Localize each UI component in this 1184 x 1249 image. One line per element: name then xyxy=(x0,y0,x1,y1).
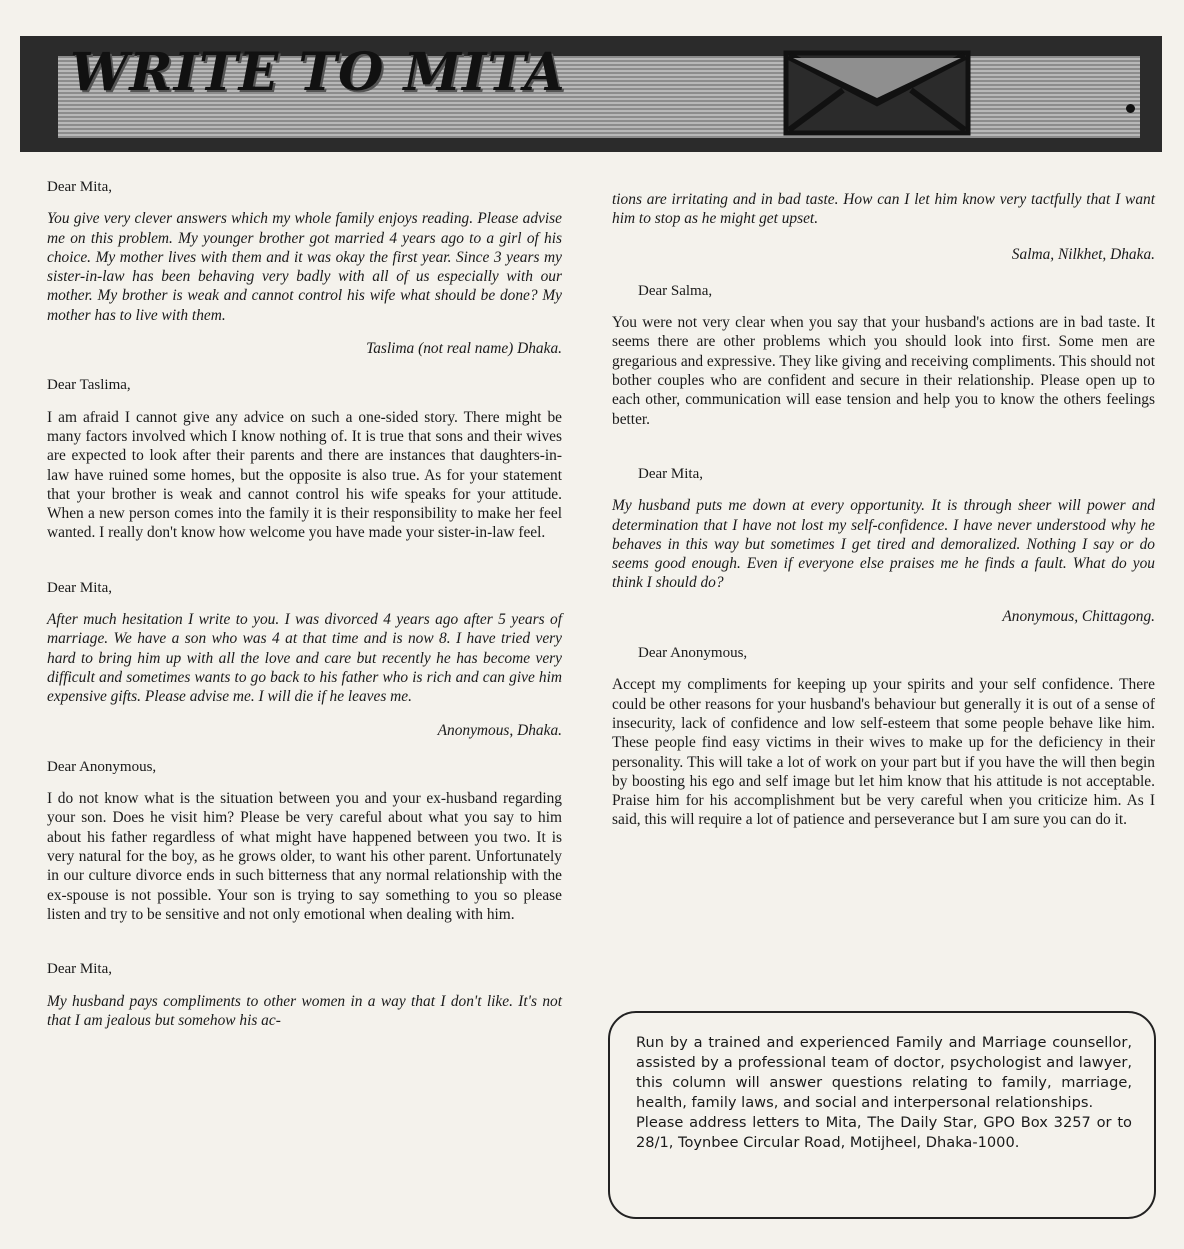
reply-body: I do not know what is the situation between you and your ex-husband regarding your son. Does he visit him? Please be very careful about what you say to him about his father regardless of what might have happened between you two. It is very natural for the boy, as he grows older, to want his other parent. Unfortunately in our culture divorce ends in such bitterness that any normal relationship with the ex-spouse is not possible. Your son is trying to say something to you so please listen and try to be sensitive and not only emotional when dealing with him. xyxy=(47,790,562,923)
letter-body-continued: tions are irritating and in bad taste. How can I let him know very tactfully that I want him to stop as he might get upset. xyxy=(612,191,1155,228)
letter-body: You give very clever answers which my whole family enjoys reading. Please advise me on this problem. My younger brother got married 4 years ago to a girl of his choice. My mother lives with them and it was okay the first year. Since 3 years my sister-in-law has been behaving very badly with all of us especially with our mother. My brother is weak and cannot control his wife what should be done? My mother has to live with them. xyxy=(47,210,562,324)
reply-salutation: Dear Taslima, xyxy=(47,377,131,394)
letter-salutation: Dear Mita, xyxy=(47,579,112,596)
reply-body: I am afraid I cannot give any advice on such a one-sided story. There might be many factors involved which I know nothing of. It is true that sons and their wives are expected to look after their parents and there are instances that daughters-in-law have ruined some homes, but the opposite is also true. As for your statement that your brother is weak and cannot control his wife speaks for your attitude. When a new person comes into the family it is their responsibility to make her feel wanted. I really don't know how welcome you have made your sister-in-law feel. xyxy=(47,408,562,542)
reply-body: Accept my compliments for keeping up your spirits and your self confidence. There could be other reasons for your husband's behaviour but generally it is out of a sense of insecurity, lack of confidence and low self-esteem that some people behave like him. These people find easy victims in their wives to make up for the deficiency in their personality. This will take a lot of work on your part but if you have the will then begin by boosting his ego and self image but let him know that his attitude is not acceptable. Praise him for his accomplishment but be very careful when you criticize him. As I said, this will require a lot of patience and perseverance but I am sure you can do it. xyxy=(612,676,1155,829)
left-column xyxy=(47,178,562,1044)
reply-salutation: Dear Anonymous, xyxy=(638,645,748,662)
right-column xyxy=(612,190,1155,866)
letter-signature: Anonymous, Chittagong. xyxy=(1002,607,1155,625)
letter-body: My husband pays compliments to other women in a way that I don't like. It's not that I am jealous but somehow his ac- xyxy=(47,992,562,1029)
letter-signature: Salma, Nilkhet, Dhaka. xyxy=(1011,245,1155,263)
decorative-dot xyxy=(1126,104,1135,113)
letter-salutation: Dear Mita, xyxy=(47,961,112,978)
letter-body: My husband puts me down at every opportunity. It is through sheer will power and determination that I have not lost my self-confidence. I have never understood why he behaves in this way but sometimes I get tired and demoralized. Nothing I say or do seems good enough. Even if everyone else praises me he finds a fault. What do you think I should do? xyxy=(612,497,1155,592)
envelope-icon xyxy=(783,50,971,136)
letter-salutation: Dear Mita, xyxy=(47,179,112,195)
reply-salutation: Dear Salma, xyxy=(638,282,713,299)
reply-body: You were not very clear when you say that your husband's actions are in bad taste. It seems there are other problems which you should look into first. Some men are gregarious and expressive. They like giving and receiving compliments. This should not bother couples who are confident and secure in their relationship. Please open up to each other, communication will ease tension and help you to know the others feelings better. xyxy=(612,314,1155,428)
info-description: Run by a trained and experienced Family and Marriage counsellor, assisted by a professional team of doctor, psychologist and lawyer, this column will answer questions relating to family, marriage, health, family laws, and social and interpersonal relationships. xyxy=(636,1034,1132,1111)
letter-signature: Taslima (not real name) Dhaka. xyxy=(366,340,562,358)
letter-body: After much hesitation I write to you. I was divorced 4 years ago after 5 years of marriage. We have a son who was 4 at that time and is now 8. I have tried very hard to bring him up with all the love and care but recently he has become very difficult and sometimes wants to go back to his father who is rich and can give him expensive gifts. Please advise me. I will die if he leaves me. xyxy=(47,611,562,706)
info-address: Please address letters to Mita, The Daily Star, GPO Box 3257 or to 28/1, Toynbee Circular Road, Motijheel, Dhaka-1000. xyxy=(636,1114,1132,1151)
column-info-box xyxy=(608,1011,1156,1219)
letter-signature: Anonymous, Dhaka. xyxy=(437,721,562,739)
letter-salutation: Dear Mita, xyxy=(638,465,703,482)
reply-salutation: Dear Anonymous, xyxy=(47,758,157,775)
column-title: WRITE TO MITA xyxy=(70,42,566,103)
